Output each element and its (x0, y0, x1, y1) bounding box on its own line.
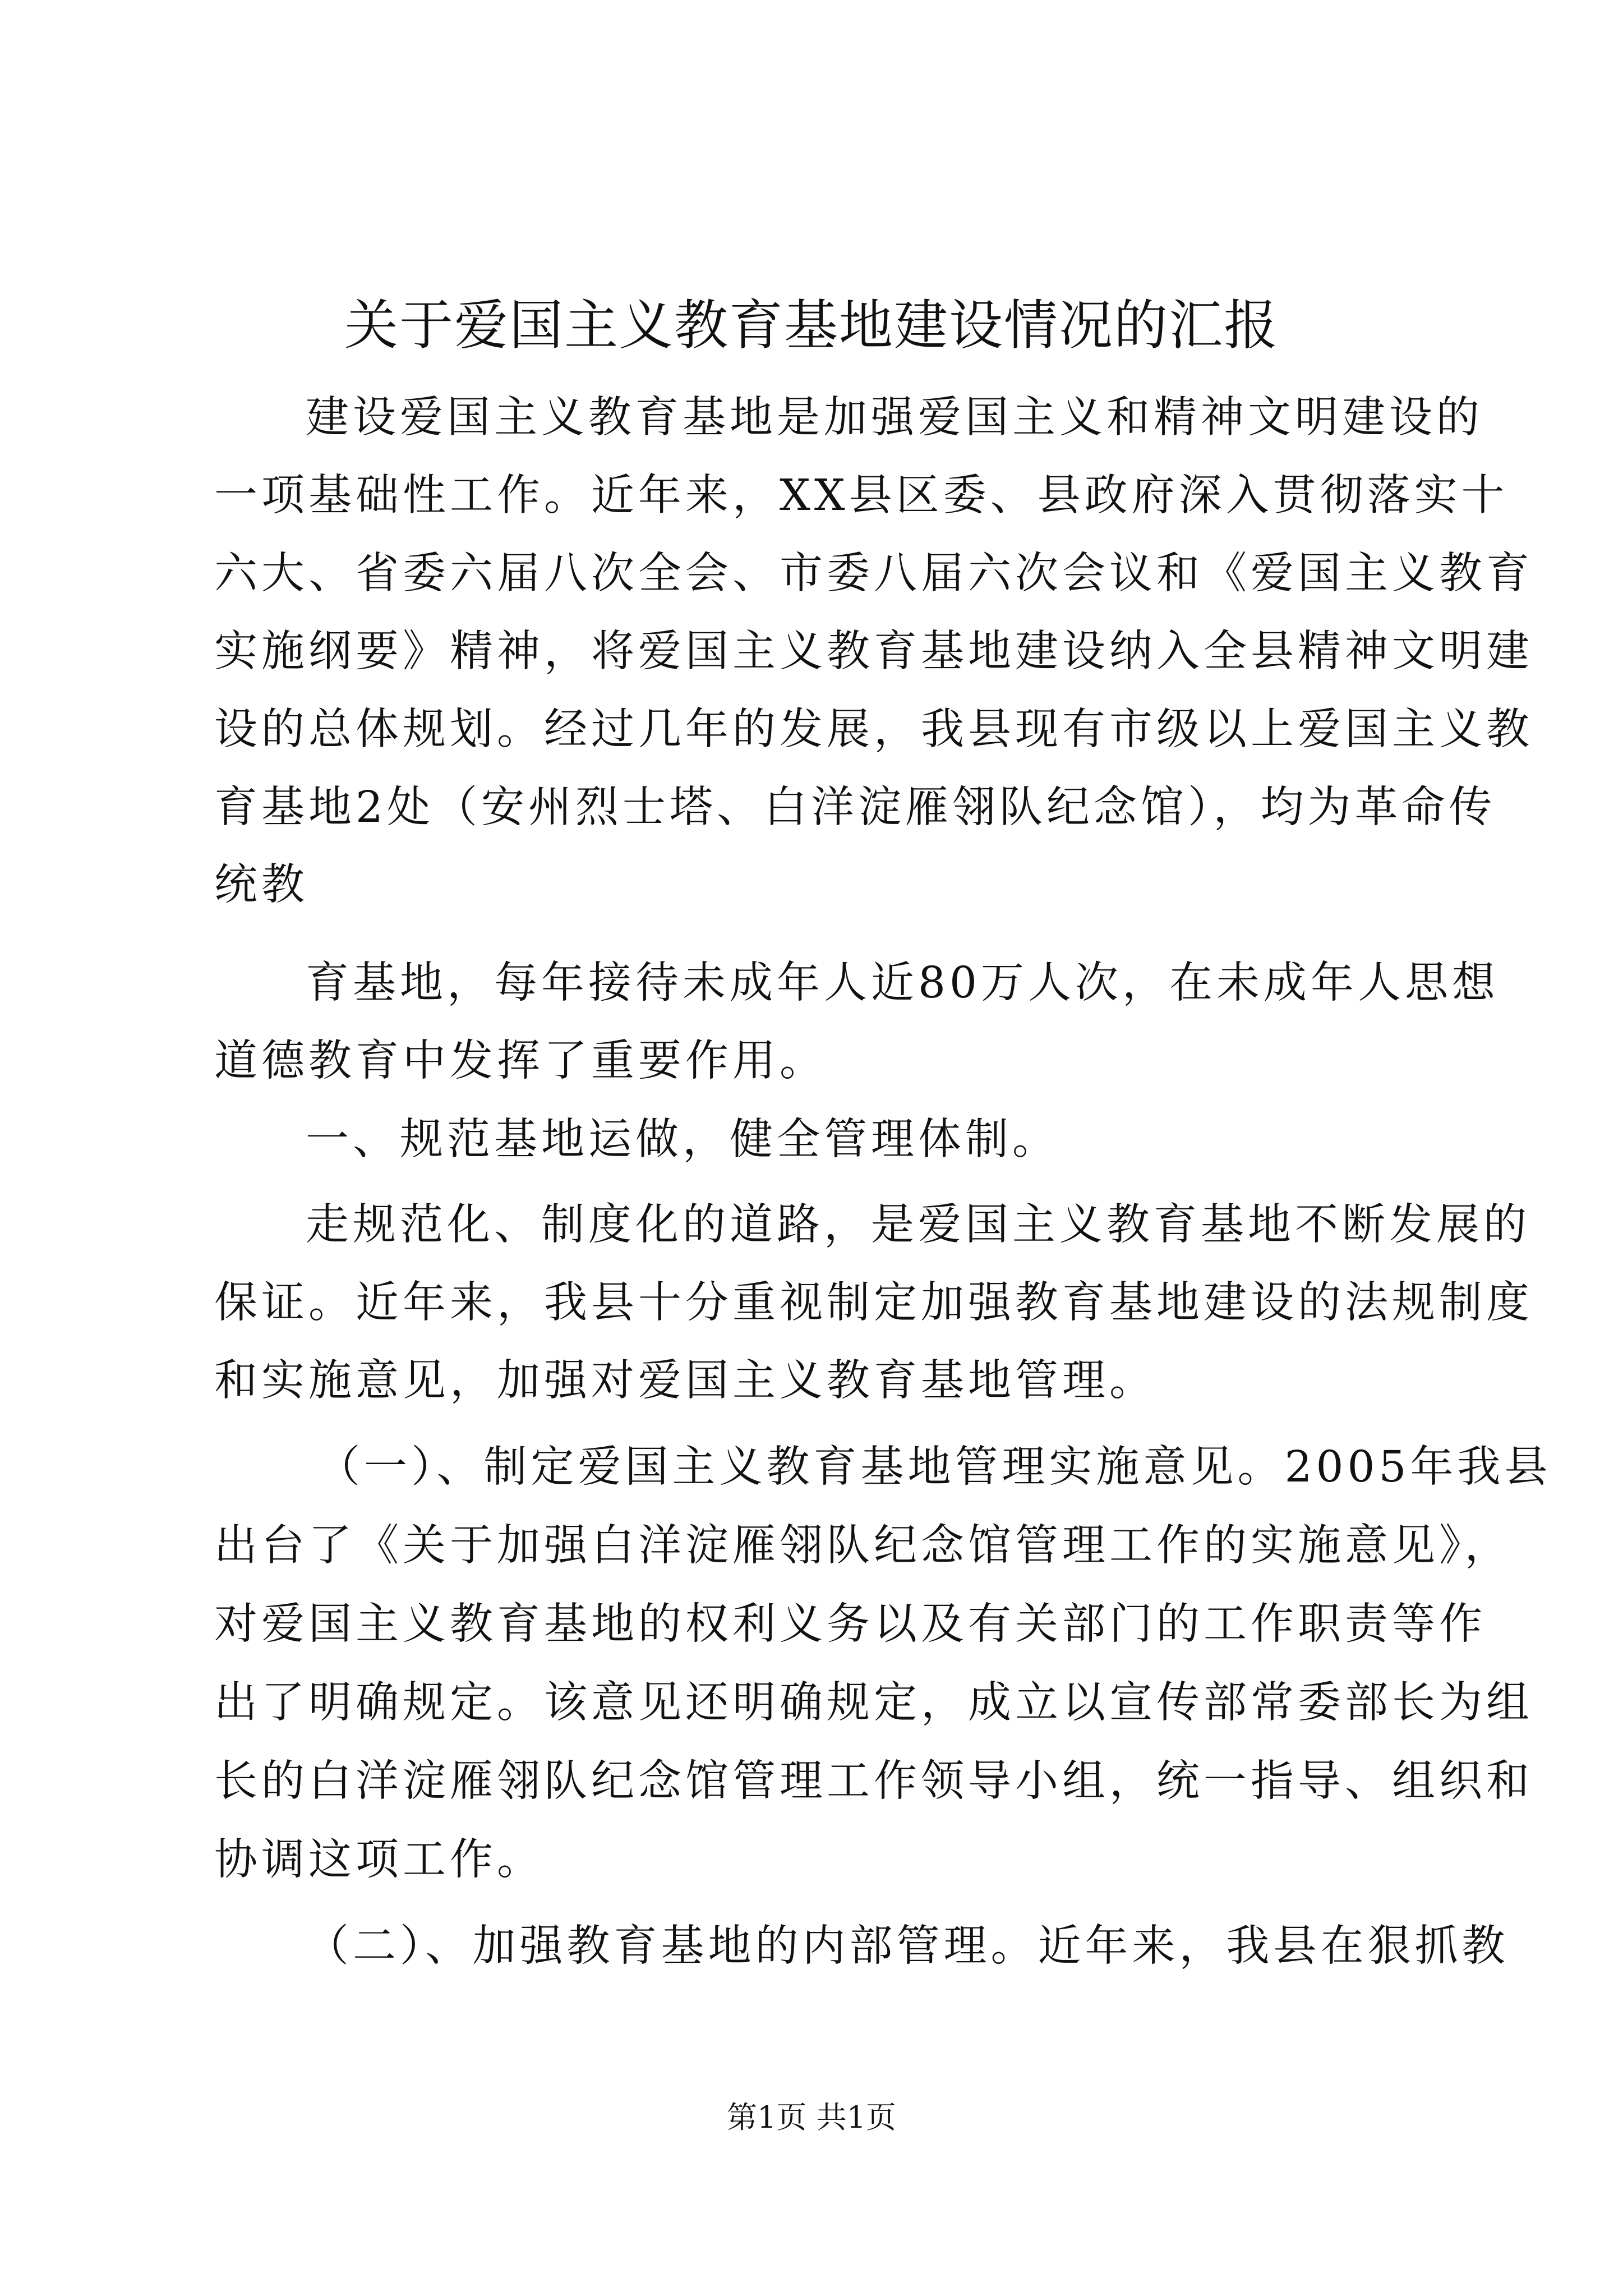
subsection-2-line-1: （二）、加强教育基地的内部管理。近年来，我县在狠抓教 (306, 1921, 1509, 1971)
paragraph-1-line-6: 育基地2处（安州烈士塔、白洋淀雁翎队纪念馆），均为革命传 (214, 783, 1496, 832)
paragraph-2-line-2: 道德教育中发挥了重要作用。 (214, 1036, 827, 1086)
paragraph-1-line-5: 设的总体规划。经过几年的发展，我县现有市级以上爱国主义教 (214, 705, 1533, 754)
subsection-1-line-2: 出台了《关于加强白洋淀雁翎队纪念馆管理工作的实施意见》， (214, 1521, 1512, 1571)
paragraph-1-line-3: 六大、省委六届八次全会、市委八届六次会议和《爱国主义教育 (214, 549, 1533, 599)
paragraph-3-line-1: 走规范化、制度化的道路，是爱国主义教育基地不断发展的 (306, 1200, 1530, 1250)
paragraph-1-line-2: 一项基础性工作。近年来，XX县区委、县政府深入贯彻落实十 (214, 471, 1509, 521)
paragraph-1-line-1: 建设爱国主义教育基地是加强爱国主义和精神文明建设的 (306, 393, 1483, 443)
subsection-1-line-6: 协调这项工作。 (214, 1835, 544, 1885)
subsection-1-line-4: 出了明确规定。该意见还明确规定，成立以宣传部常委部长为组 (214, 1678, 1533, 1728)
paragraph-3-line-2: 保证。近年来，我县十分重视制定加强教育基地建设的法规制度 (214, 1278, 1533, 1328)
paragraph-2-line-1: 育基地，每年接待未成年人近80万人次，在未成年人思想 (306, 958, 1499, 1008)
document-title: 关于爱国主义教育基地建设情况的汇报 (344, 294, 1279, 357)
section-heading-1: 一、规范基地运做，健全管理体制。 (306, 1115, 1059, 1165)
subsection-1-line-1: （一）、制定爱国主义教育基地管理实施意见。2005年我县 (317, 1442, 1552, 1492)
page-number-footer: 第1页 共1页 (727, 2100, 896, 2135)
subsection-1-line-3: 对爱国主义教育基地的权利义务以及有关部门的工作职责等作 (214, 1599, 1486, 1649)
paragraph-3-line-3: 和实施意见，加强对爱国主义教育基地管理。 (214, 1356, 1156, 1406)
subsection-1-line-5: 长的白洋淀雁翎队纪念馆管理工作领导小组，统一指导、组织和 (214, 1756, 1533, 1806)
paragraph-1-line-4: 实施纲要》精神，将爱国主义教育基地建设纳入全县精神文明建 (214, 627, 1533, 677)
paragraph-1-line-7: 统教 (214, 860, 308, 910)
